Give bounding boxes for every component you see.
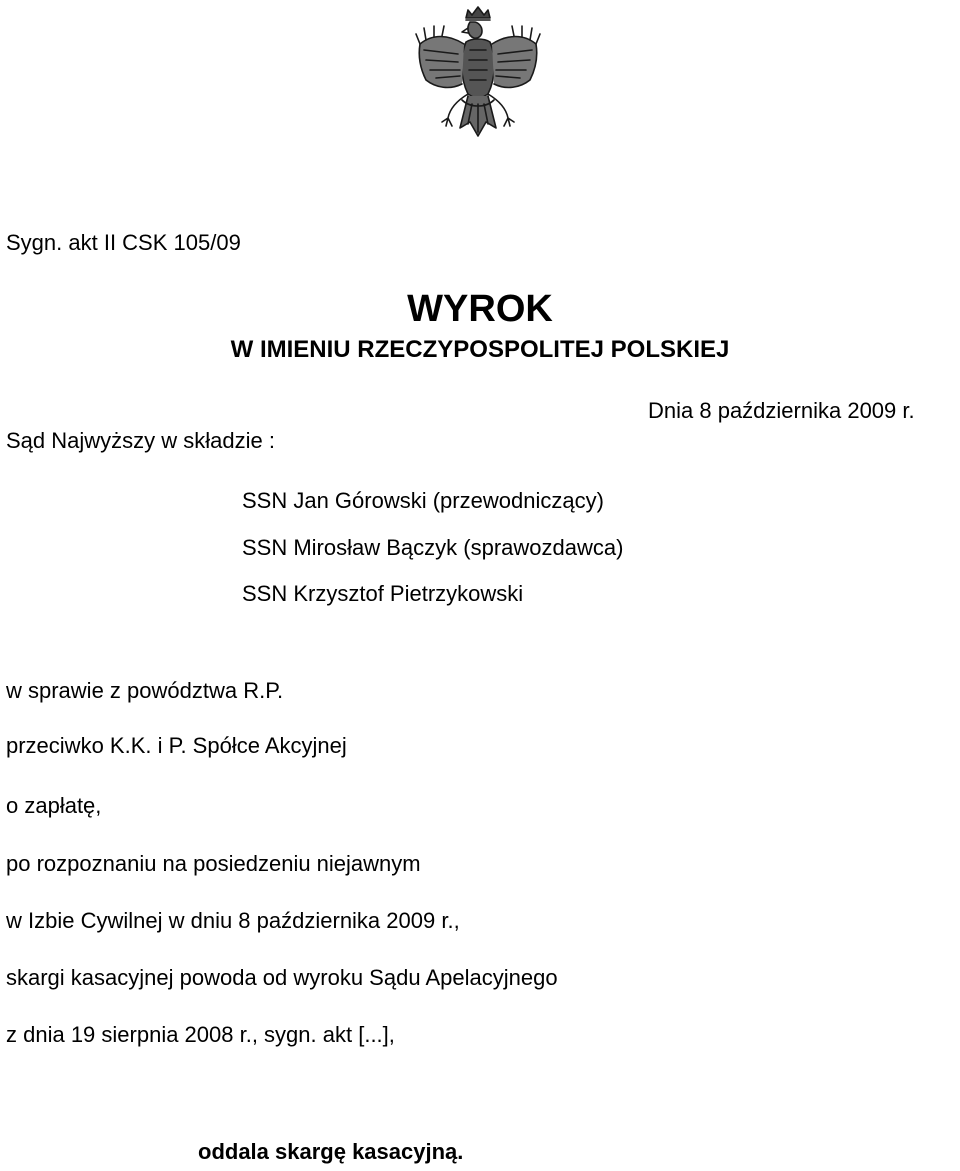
case-plaintiff-line: w sprawie z powództwa R.P. <box>6 678 284 703</box>
judgment-date: Dnia 8 października 2009 r. <box>648 398 915 423</box>
appealed-judgment-line: z dnia 19 sierpnia 2008 r., sygn. akt [...], <box>6 1022 395 1047</box>
subtitle-text: W IMIENIU RZECZYPOSPOLITEJ POLSKIEJ <box>230 336 730 363</box>
judge-rapporteur: SSN Mirosław Bączyk (sprawozdawca) <box>242 535 624 560</box>
verdict-text: oddala skargę kasacyjną. <box>198 1139 464 1164</box>
page-title <box>0 290 960 328</box>
case-signature: Sygn. akt II CSK 105/09 <box>6 230 241 255</box>
hearing-type-line: po rozpoznaniu na posiedzeniu niejawnym <box>6 851 421 876</box>
polish-eagle-emblem-icon <box>408 4 548 164</box>
appeal-description-line: skargi kasacyjnej powoda od wyroku Sądu Apelacyjnego <box>6 965 558 990</box>
case-subject-line: o zapłatę, <box>6 793 102 818</box>
judge-member: SSN Krzysztof Pietrzykowski <box>242 581 524 606</box>
case-defendant-line: przeciwko K.K. i P. Spółce Akcyjnej <box>6 733 347 758</box>
court-composition-label: Sąd Najwyższy w składzie : <box>6 428 275 453</box>
hearing-chamber-line: w Izbie Cywilnej w dniu 8 października 2009 r., <box>6 908 460 933</box>
page-subtitle <box>0 338 960 362</box>
title-text: WYROK <box>407 288 553 330</box>
judge-presiding: SSN Jan Górowski (przewodniczący) <box>242 488 604 513</box>
